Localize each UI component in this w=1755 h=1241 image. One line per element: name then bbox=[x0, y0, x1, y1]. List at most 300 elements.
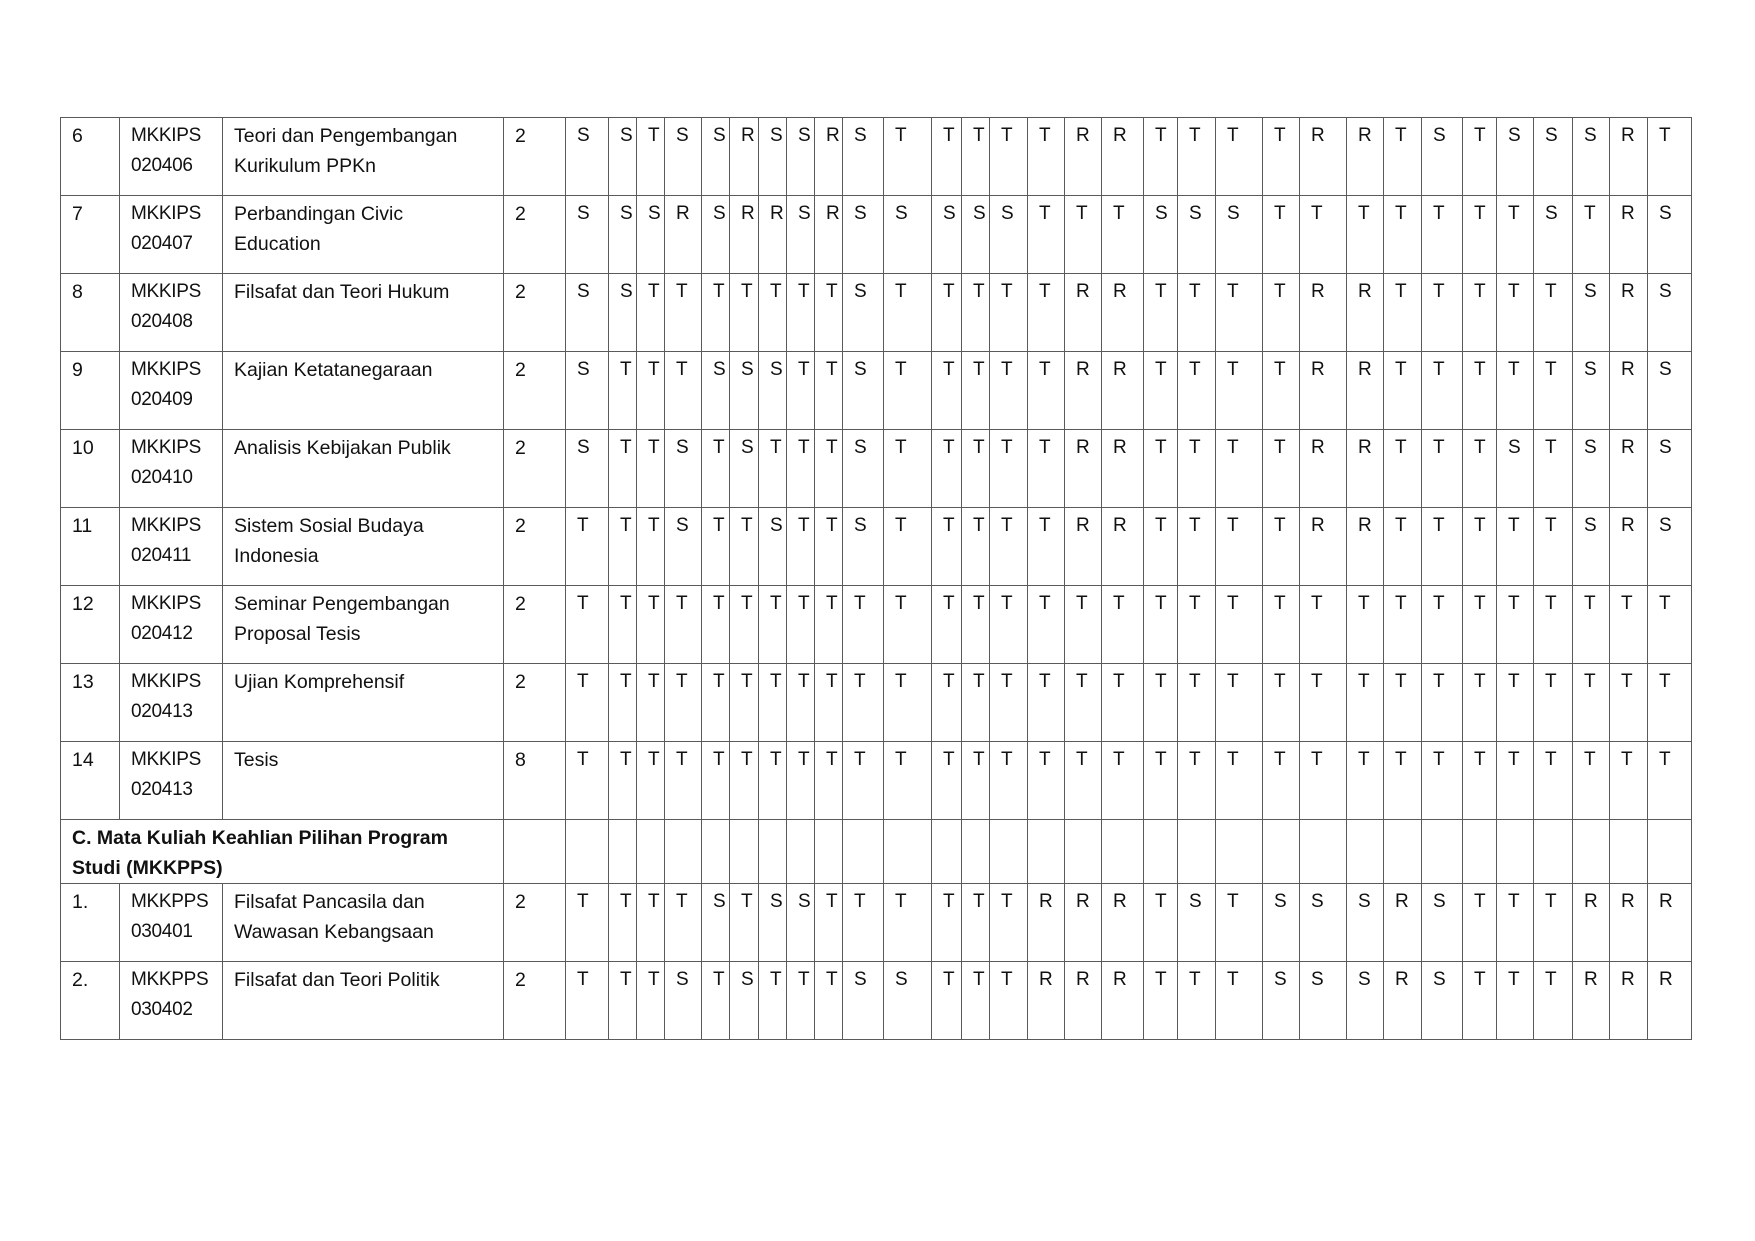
competency-mark: T bbox=[932, 664, 962, 742]
competency-mark: T bbox=[1422, 196, 1463, 274]
competency-mark: T bbox=[1384, 430, 1422, 508]
competency-mark: S bbox=[637, 196, 665, 274]
competency-mark: T bbox=[566, 742, 609, 820]
course-code-number: 020408 bbox=[131, 311, 193, 332]
course-code-prefix: MKKPPS bbox=[131, 891, 209, 912]
competency-mark: T bbox=[1216, 664, 1263, 742]
course-number: 14 bbox=[61, 742, 120, 820]
competency-mark: R bbox=[1102, 508, 1144, 586]
competency-mark: S bbox=[1573, 352, 1610, 430]
competency-mark: S bbox=[884, 962, 932, 1040]
competency-mark: T bbox=[1065, 742, 1102, 820]
competency-mark: T bbox=[759, 430, 787, 508]
competency-mark: T bbox=[932, 430, 962, 508]
competency-mark: S bbox=[1422, 118, 1463, 196]
competency-mark: T bbox=[1384, 586, 1422, 664]
competency-mark: T bbox=[566, 664, 609, 742]
competency-mark: T bbox=[665, 742, 702, 820]
empty-cell bbox=[932, 820, 962, 884]
competency-mark: T bbox=[1144, 962, 1178, 1040]
competency-mark: T bbox=[787, 586, 815, 664]
competency-mark: T bbox=[1384, 196, 1422, 274]
competency-mark: T bbox=[1178, 664, 1216, 742]
competency-mark: T bbox=[566, 962, 609, 1040]
competency-mark: R bbox=[1300, 352, 1347, 430]
course-code-prefix: MKKIPS bbox=[131, 281, 201, 302]
competency-mark: T bbox=[609, 508, 637, 586]
competency-mark: T bbox=[1422, 352, 1463, 430]
course-code bbox=[120, 664, 223, 742]
competency-mark: T bbox=[1497, 274, 1534, 352]
competency-mark: T bbox=[1422, 430, 1463, 508]
competency-mark: T bbox=[1463, 586, 1497, 664]
competency-mark: T bbox=[1497, 352, 1534, 430]
competency-mark: T bbox=[1497, 962, 1534, 1040]
course-credits: 2 bbox=[504, 196, 566, 274]
competency-mark: S bbox=[843, 118, 884, 196]
competency-mark: T bbox=[1216, 884, 1263, 962]
course-code bbox=[120, 118, 223, 196]
competency-mark: R bbox=[1065, 884, 1102, 962]
competency-mark: R bbox=[1648, 962, 1692, 1040]
competency-mark: R bbox=[1028, 962, 1065, 1040]
competency-mark: T bbox=[1028, 664, 1065, 742]
competency-mark: R bbox=[1384, 884, 1422, 962]
competency-mark: S bbox=[843, 196, 884, 274]
competency-mark: R bbox=[1610, 962, 1648, 1040]
competency-mark: T bbox=[1102, 196, 1144, 274]
competency-mark: T bbox=[609, 884, 637, 962]
competency-mark: R bbox=[1347, 430, 1384, 508]
course-code-prefix: MKKIPS bbox=[131, 515, 201, 536]
empty-cell bbox=[990, 820, 1028, 884]
competency-mark: T bbox=[932, 274, 962, 352]
competency-mark: S bbox=[1573, 508, 1610, 586]
competency-mark: T bbox=[787, 742, 815, 820]
competency-mark: T bbox=[1216, 430, 1263, 508]
competency-mark: T bbox=[637, 586, 665, 664]
competency-mark: T bbox=[1065, 664, 1102, 742]
course-number: 13 bbox=[61, 664, 120, 742]
competency-mark: T bbox=[1648, 586, 1692, 664]
empty-cell bbox=[637, 820, 665, 884]
competency-mark: T bbox=[1102, 586, 1144, 664]
competency-mark: S bbox=[759, 118, 787, 196]
course-code-number: 020410 bbox=[131, 467, 193, 488]
competency-mark: T bbox=[843, 664, 884, 742]
course-credits: 2 bbox=[504, 884, 566, 962]
competency-mark: R bbox=[815, 118, 843, 196]
table-row bbox=[61, 742, 1692, 820]
competency-mark: T bbox=[1463, 430, 1497, 508]
competency-mark: S bbox=[566, 196, 609, 274]
competency-mark: S bbox=[702, 884, 730, 962]
course-name: Tesis bbox=[223, 742, 504, 820]
empty-cell bbox=[1610, 820, 1648, 884]
table-row bbox=[61, 430, 1692, 508]
competency-mark: T bbox=[1463, 742, 1497, 820]
competency-mark: R bbox=[1065, 508, 1102, 586]
course-code bbox=[120, 962, 223, 1040]
competency-mark: T bbox=[962, 118, 990, 196]
empty-cell bbox=[1384, 820, 1422, 884]
competency-mark: T bbox=[1216, 586, 1263, 664]
competency-mark: T bbox=[932, 742, 962, 820]
competency-mark: T bbox=[932, 118, 962, 196]
empty-cell bbox=[1144, 820, 1178, 884]
competency-mark: S bbox=[1144, 196, 1178, 274]
competency-mark: R bbox=[1102, 352, 1144, 430]
empty-cell bbox=[962, 820, 990, 884]
course-name: Ujian Komprehensif bbox=[223, 664, 504, 742]
competency-mark: R bbox=[1065, 274, 1102, 352]
competency-mark: T bbox=[884, 664, 932, 742]
course-code-prefix: MKKIPS bbox=[131, 749, 201, 770]
competency-mark: T bbox=[1463, 508, 1497, 586]
competency-mark: S bbox=[566, 118, 609, 196]
competency-mark: S bbox=[566, 430, 609, 508]
competency-mark: T bbox=[962, 664, 990, 742]
competency-mark: T bbox=[1263, 508, 1300, 586]
competency-mark: T bbox=[702, 430, 730, 508]
course-name: Teori dan Pengembangan Kurikulum PPKn bbox=[223, 118, 504, 196]
table-row bbox=[61, 586, 1692, 664]
competency-mark: T bbox=[1422, 586, 1463, 664]
competency-mark: T bbox=[1573, 586, 1610, 664]
table-row bbox=[61, 352, 1692, 430]
course-competency-table bbox=[60, 117, 1692, 1040]
competency-mark: S bbox=[665, 430, 702, 508]
competency-mark: R bbox=[1347, 274, 1384, 352]
competency-mark: T bbox=[990, 962, 1028, 1040]
competency-mark: T bbox=[609, 430, 637, 508]
empty-cell bbox=[665, 820, 702, 884]
competency-mark: T bbox=[884, 118, 932, 196]
competency-mark: T bbox=[1384, 118, 1422, 196]
competency-mark: T bbox=[990, 742, 1028, 820]
competency-mark: S bbox=[1573, 118, 1610, 196]
competency-mark: T bbox=[990, 664, 1028, 742]
competency-mark: R bbox=[1300, 430, 1347, 508]
course-code-number: 020412 bbox=[131, 623, 193, 644]
competency-mark: T bbox=[609, 962, 637, 1040]
competency-mark: S bbox=[990, 196, 1028, 274]
competency-mark: S bbox=[1648, 352, 1692, 430]
course-number: 7 bbox=[61, 196, 120, 274]
competency-mark: T bbox=[815, 742, 843, 820]
competency-mark: T bbox=[702, 742, 730, 820]
competency-mark: T bbox=[1347, 196, 1384, 274]
competency-mark: R bbox=[1384, 962, 1422, 1040]
competency-mark: S bbox=[1534, 118, 1573, 196]
competency-mark: T bbox=[1384, 274, 1422, 352]
competency-mark: T bbox=[1300, 664, 1347, 742]
competency-mark: T bbox=[1497, 884, 1534, 962]
competency-mark: S bbox=[1347, 884, 1384, 962]
competency-mark: T bbox=[1384, 352, 1422, 430]
competency-mark: T bbox=[759, 962, 787, 1040]
competency-mark: T bbox=[1648, 664, 1692, 742]
competency-mark: S bbox=[843, 430, 884, 508]
competency-mark: S bbox=[1300, 962, 1347, 1040]
competency-mark: T bbox=[1384, 508, 1422, 586]
competency-mark: T bbox=[1534, 430, 1573, 508]
competency-mark: T bbox=[884, 352, 932, 430]
empty-cell bbox=[702, 820, 730, 884]
competency-mark: T bbox=[1300, 586, 1347, 664]
course-code bbox=[120, 742, 223, 820]
competency-mark: S bbox=[1178, 884, 1216, 962]
empty-cell bbox=[1573, 820, 1610, 884]
competency-mark: T bbox=[962, 508, 990, 586]
competency-mark: T bbox=[665, 352, 702, 430]
course-name: Kajian Ketatanegaraan bbox=[223, 352, 504, 430]
competency-mark: S bbox=[1648, 508, 1692, 586]
competency-mark: T bbox=[1573, 196, 1610, 274]
course-name: Filsafat Pancasila dan Wawasan Kebangsaan bbox=[223, 884, 504, 962]
competency-mark: T bbox=[1347, 664, 1384, 742]
competency-mark: S bbox=[1497, 118, 1534, 196]
competency-mark: S bbox=[730, 962, 759, 1040]
competency-mark: R bbox=[1102, 274, 1144, 352]
competency-mark: T bbox=[932, 508, 962, 586]
competency-mark: T bbox=[815, 508, 843, 586]
competency-mark: T bbox=[1144, 664, 1178, 742]
competency-mark: T bbox=[815, 586, 843, 664]
course-credits: 2 bbox=[504, 508, 566, 586]
competency-mark: S bbox=[1497, 430, 1534, 508]
competency-mark: T bbox=[932, 884, 962, 962]
competency-mark: R bbox=[1102, 430, 1144, 508]
course-code-number: 020413 bbox=[131, 701, 193, 722]
course-code-number: 030401 bbox=[131, 921, 193, 942]
competency-mark: T bbox=[962, 430, 990, 508]
competency-mark: S bbox=[884, 196, 932, 274]
empty-cell bbox=[1300, 820, 1347, 884]
competency-mark: T bbox=[990, 430, 1028, 508]
competency-mark: S bbox=[843, 508, 884, 586]
competency-mark: T bbox=[1028, 352, 1065, 430]
competency-mark: T bbox=[1463, 118, 1497, 196]
competency-mark: T bbox=[1422, 508, 1463, 586]
competency-mark: T bbox=[1144, 884, 1178, 962]
competency-mark: T bbox=[1216, 508, 1263, 586]
competency-mark: R bbox=[1300, 508, 1347, 586]
competency-mark: T bbox=[730, 664, 759, 742]
course-code bbox=[120, 430, 223, 508]
competency-mark: T bbox=[665, 884, 702, 962]
course-code bbox=[120, 352, 223, 430]
competency-mark: S bbox=[1263, 884, 1300, 962]
competency-mark: T bbox=[815, 352, 843, 430]
competency-mark: S bbox=[1422, 884, 1463, 962]
competency-mark: T bbox=[1065, 196, 1102, 274]
competency-mark: T bbox=[1534, 508, 1573, 586]
empty-cell bbox=[504, 820, 566, 884]
competency-mark: T bbox=[787, 664, 815, 742]
competency-mark: T bbox=[1648, 118, 1692, 196]
competency-mark: T bbox=[1534, 586, 1573, 664]
competency-mark: T bbox=[730, 274, 759, 352]
competency-mark: T bbox=[730, 884, 759, 962]
competency-mark: T bbox=[759, 742, 787, 820]
competency-mark: T bbox=[609, 664, 637, 742]
competency-mark: T bbox=[1216, 742, 1263, 820]
competency-mark: S bbox=[932, 196, 962, 274]
empty-cell bbox=[843, 820, 884, 884]
competency-mark: T bbox=[637, 962, 665, 1040]
competency-mark: T bbox=[1216, 962, 1263, 1040]
competency-mark: S bbox=[787, 196, 815, 274]
course-name: Analisis Kebijakan Publik bbox=[223, 430, 504, 508]
competency-mark: S bbox=[1178, 196, 1216, 274]
competency-mark: T bbox=[1610, 742, 1648, 820]
competency-mark: T bbox=[962, 352, 990, 430]
competency-mark: T bbox=[1610, 586, 1648, 664]
empty-cell bbox=[1102, 820, 1144, 884]
empty-cell bbox=[759, 820, 787, 884]
competency-mark: R bbox=[1610, 508, 1648, 586]
competency-mark: T bbox=[787, 352, 815, 430]
competency-mark: S bbox=[665, 118, 702, 196]
competency-mark: T bbox=[1144, 508, 1178, 586]
competency-mark: T bbox=[1497, 196, 1534, 274]
competency-mark: S bbox=[566, 274, 609, 352]
competency-mark: T bbox=[815, 664, 843, 742]
competency-mark: T bbox=[1144, 274, 1178, 352]
competency-mark: T bbox=[1422, 274, 1463, 352]
competency-mark: S bbox=[787, 118, 815, 196]
course-code bbox=[120, 884, 223, 962]
section-header-row bbox=[61, 820, 1692, 884]
table-row bbox=[61, 962, 1692, 1040]
competency-mark: R bbox=[1610, 118, 1648, 196]
competency-mark: T bbox=[637, 352, 665, 430]
competency-mark: T bbox=[1144, 118, 1178, 196]
competency-mark: T bbox=[1028, 118, 1065, 196]
empty-cell bbox=[730, 820, 759, 884]
competency-mark: T bbox=[759, 274, 787, 352]
competency-mark: T bbox=[1263, 586, 1300, 664]
competency-mark: T bbox=[702, 508, 730, 586]
competency-mark: T bbox=[566, 508, 609, 586]
course-credits: 2 bbox=[504, 118, 566, 196]
competency-mark: T bbox=[1347, 742, 1384, 820]
competency-mark: T bbox=[665, 664, 702, 742]
table-row bbox=[61, 274, 1692, 352]
course-credits: 2 bbox=[504, 586, 566, 664]
competency-mark: T bbox=[1610, 664, 1648, 742]
empty-cell bbox=[1463, 820, 1497, 884]
competency-mark: T bbox=[1422, 664, 1463, 742]
competency-mark: T bbox=[1497, 742, 1534, 820]
competency-mark: R bbox=[1648, 884, 1692, 962]
competency-mark: S bbox=[1422, 962, 1463, 1040]
table-row bbox=[61, 884, 1692, 962]
course-credits: 2 bbox=[504, 962, 566, 1040]
competency-mark: T bbox=[637, 884, 665, 962]
course-code bbox=[120, 274, 223, 352]
course-code-prefix: MKKIPS bbox=[131, 125, 201, 146]
competency-mark: T bbox=[702, 586, 730, 664]
course-number: 9 bbox=[61, 352, 120, 430]
competency-mark: S bbox=[665, 508, 702, 586]
competency-mark: T bbox=[815, 884, 843, 962]
empty-cell bbox=[1497, 820, 1534, 884]
competency-mark: R bbox=[815, 196, 843, 274]
competency-mark: R bbox=[1300, 274, 1347, 352]
course-code-number: 030402 bbox=[131, 999, 193, 1020]
competency-mark: T bbox=[787, 274, 815, 352]
competency-mark: T bbox=[932, 586, 962, 664]
competency-mark: T bbox=[1102, 742, 1144, 820]
competency-mark: S bbox=[1648, 196, 1692, 274]
competency-mark: T bbox=[962, 962, 990, 1040]
competency-mark: T bbox=[730, 742, 759, 820]
competency-mark: S bbox=[609, 196, 637, 274]
competency-mark: T bbox=[884, 508, 932, 586]
competency-mark: T bbox=[566, 884, 609, 962]
competency-mark: T bbox=[1028, 586, 1065, 664]
competency-mark: R bbox=[730, 118, 759, 196]
competency-mark: T bbox=[730, 508, 759, 586]
competency-mark: T bbox=[787, 508, 815, 586]
competency-mark: T bbox=[1263, 274, 1300, 352]
competency-mark: T bbox=[1384, 742, 1422, 820]
competency-mark: S bbox=[730, 352, 759, 430]
competency-mark: R bbox=[1610, 352, 1648, 430]
course-code bbox=[120, 508, 223, 586]
course-code-prefix: MKKIPS bbox=[131, 359, 201, 380]
competency-mark: R bbox=[759, 196, 787, 274]
course-code bbox=[120, 196, 223, 274]
competency-mark: T bbox=[884, 586, 932, 664]
competency-mark: T bbox=[884, 274, 932, 352]
competency-mark: T bbox=[1497, 586, 1534, 664]
competency-mark: T bbox=[1300, 742, 1347, 820]
course-number: 8 bbox=[61, 274, 120, 352]
competency-mark: T bbox=[990, 352, 1028, 430]
competency-mark: T bbox=[1534, 274, 1573, 352]
competency-mark: T bbox=[843, 586, 884, 664]
competency-mark: T bbox=[1263, 118, 1300, 196]
course-name: Filsafat dan Teori Politik bbox=[223, 962, 504, 1040]
competency-mark: T bbox=[1422, 742, 1463, 820]
competency-mark: T bbox=[1263, 430, 1300, 508]
competency-mark: T bbox=[1144, 742, 1178, 820]
course-number: 11 bbox=[61, 508, 120, 586]
competency-mark: T bbox=[843, 884, 884, 962]
competency-mark: R bbox=[1102, 118, 1144, 196]
course-code-number: 020406 bbox=[131, 155, 193, 176]
empty-cell bbox=[1065, 820, 1102, 884]
table-row bbox=[61, 196, 1692, 274]
competency-mark: T bbox=[1463, 962, 1497, 1040]
competency-mark: S bbox=[787, 884, 815, 962]
competency-mark: S bbox=[702, 196, 730, 274]
competency-mark: T bbox=[990, 274, 1028, 352]
competency-mark: S bbox=[1216, 196, 1263, 274]
competency-mark: R bbox=[1347, 118, 1384, 196]
competency-mark: T bbox=[1347, 586, 1384, 664]
competency-mark: S bbox=[1648, 274, 1692, 352]
competency-mark: T bbox=[1065, 586, 1102, 664]
competency-mark: T bbox=[1534, 742, 1573, 820]
competency-mark: R bbox=[1065, 430, 1102, 508]
competency-mark: S bbox=[1573, 274, 1610, 352]
competency-mark: T bbox=[1534, 664, 1573, 742]
competency-mark: T bbox=[884, 884, 932, 962]
